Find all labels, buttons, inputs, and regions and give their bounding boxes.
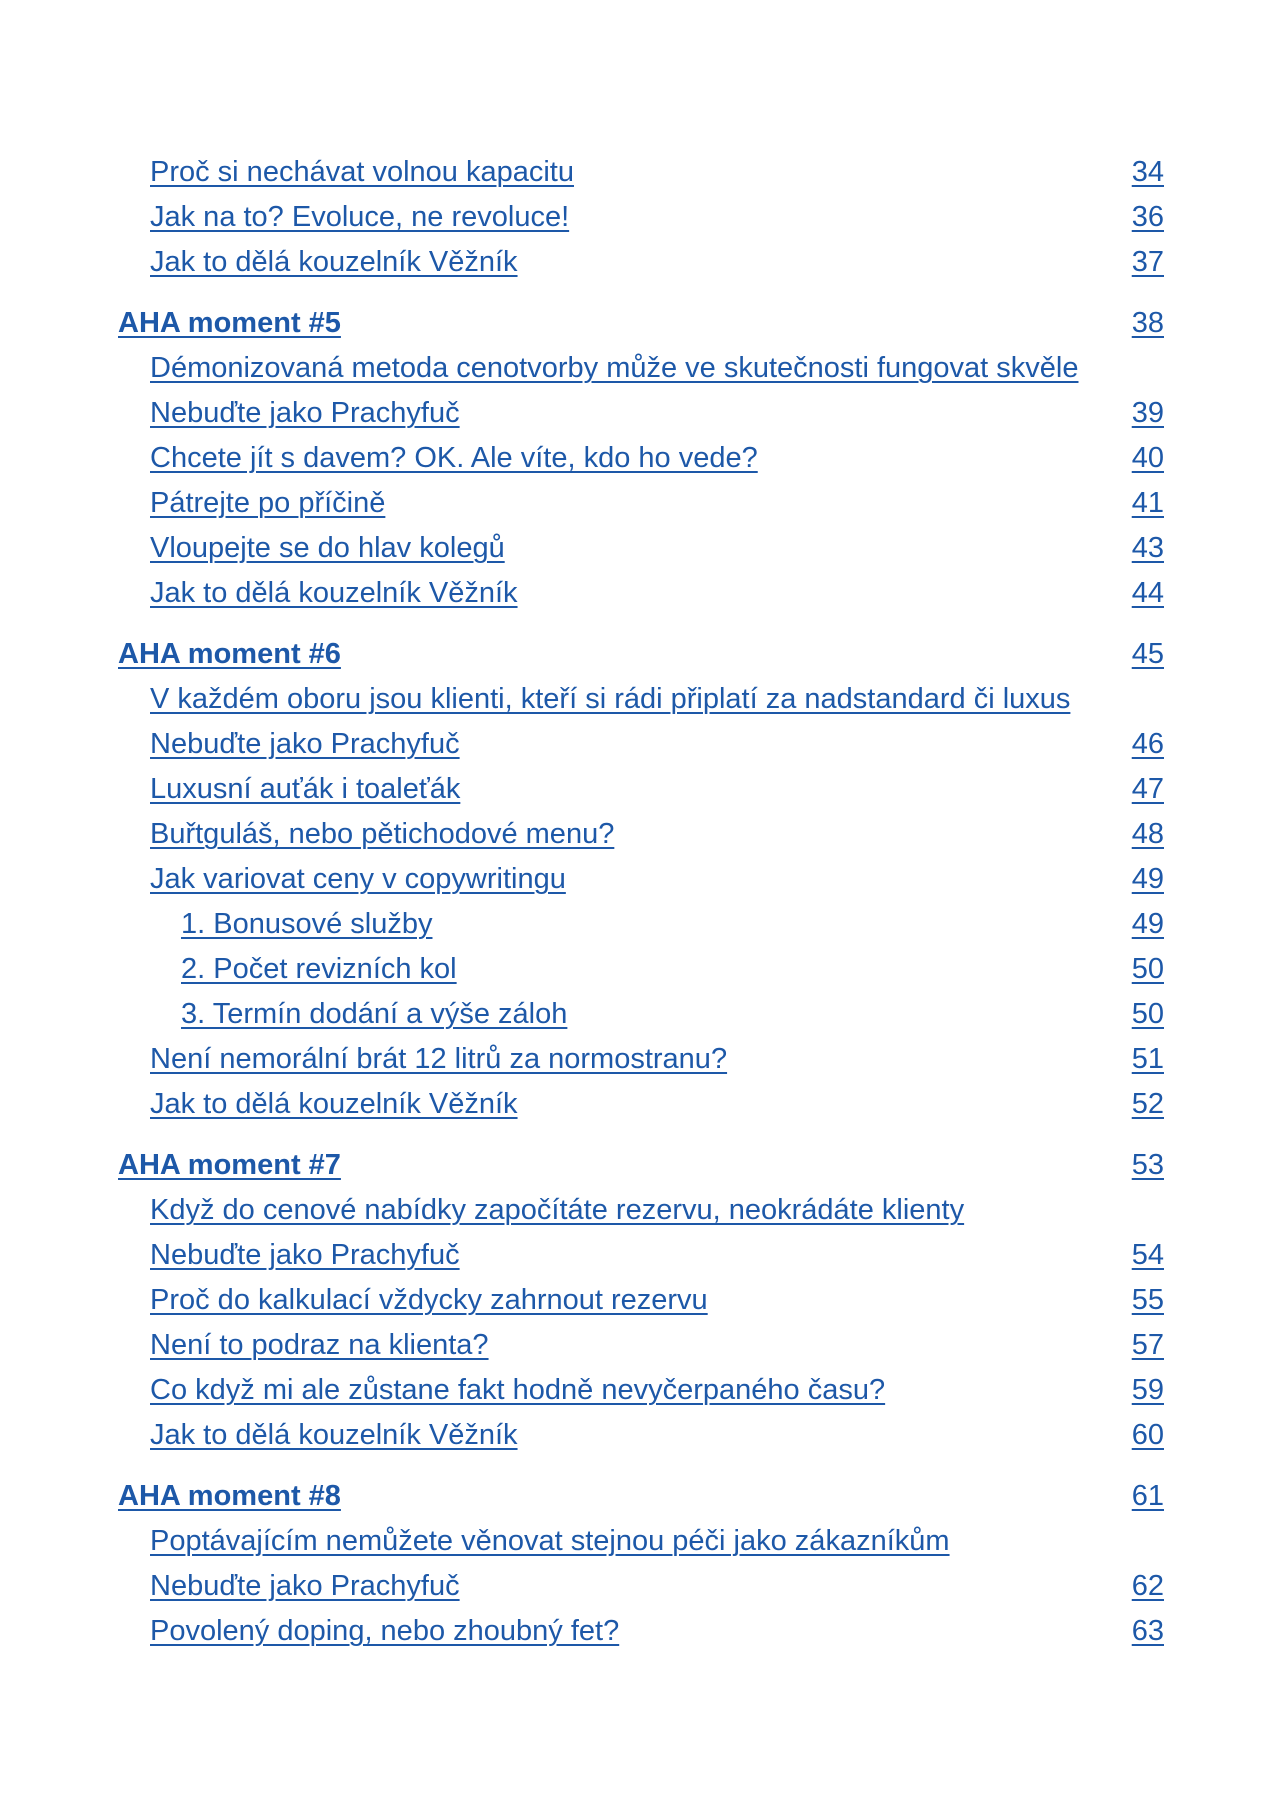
toc-entry-link[interactable]: Buřtguláš, nebo pětichodové menu?	[150, 818, 615, 850]
toc-entry-link[interactable]: Chcete jít s davem? OK. Ale víte, kdo ho vede?	[150, 442, 758, 474]
toc-page-number-link[interactable]: 39	[1131, 397, 1164, 429]
toc-entry-link[interactable]: Co když mi ale zůstane fakt hodně nevyčerpaného času?	[150, 1374, 886, 1406]
toc-entry-link[interactable]: Jak to dělá kouzelník Věžník	[150, 246, 518, 278]
toc-entry-link[interactable]: Nebuďte jako Prachyfuč	[150, 1570, 460, 1602]
toc-entry-link[interactable]: Povolený doping, nebo zhoubný fet?	[150, 1615, 620, 1647]
toc-page-number-link[interactable]: 44	[1131, 577, 1164, 609]
toc-entry-row	[0, 571, 1276, 616]
toc-entry-link[interactable]: V každém oboru jsou klienti, kteří si rádi připlatí za nadstandard či luxus	[150, 683, 1071, 715]
toc-entry-row	[0, 391, 1276, 436]
toc-entry-row	[0, 992, 1276, 1037]
toc-page-number-link[interactable]: 45	[1131, 638, 1164, 670]
toc-page-number-link[interactable]: 53	[1131, 1149, 1164, 1181]
toc-entry-link[interactable]: Vloupejte se do hlav kolegů	[150, 532, 505, 564]
toc-page-number-link[interactable]: 50	[1131, 953, 1164, 985]
toc-chapter-link[interactable]: AHA moment #8	[118, 1480, 341, 1512]
toc-page-number-link[interactable]: 59	[1131, 1374, 1164, 1406]
toc-entry-row	[0, 436, 1276, 481]
toc-page-number-link[interactable]: 48	[1131, 818, 1164, 850]
toc-chapter-row	[0, 632, 1276, 677]
toc-page-number-link[interactable]: 61	[1131, 1480, 1164, 1512]
toc-entry-row	[0, 722, 1276, 767]
toc-page-number-link[interactable]: 54	[1131, 1239, 1164, 1271]
toc-page-number-link[interactable]: 40	[1131, 442, 1164, 474]
toc-page-number-link[interactable]: 38	[1131, 307, 1164, 339]
toc-entry-row	[0, 346, 1276, 391]
toc-entry-row	[0, 1188, 1276, 1233]
toc-entry-row	[0, 240, 1276, 285]
toc-entry-link[interactable]: Nebuďte jako Prachyfuč	[150, 1239, 460, 1271]
toc-chapter-link[interactable]: AHA moment #7	[118, 1149, 341, 1181]
toc-page-number-link[interactable]: 52	[1131, 1088, 1164, 1120]
toc-entry-link[interactable]: Proč si nechávat volnou kapacitu	[150, 156, 574, 188]
toc-entry-row	[0, 1278, 1276, 1323]
toc-entry-link[interactable]: Když do cenové nabídky započítáte rezervu, neokrádáte klienty	[150, 1194, 965, 1226]
toc-entry-row	[0, 195, 1276, 240]
toc-entry-link[interactable]: Poptávajícím nemůžete věnovat stejnou péči jako zákazníkům	[150, 1525, 950, 1557]
toc-page-number-link[interactable]: 34	[1131, 156, 1164, 188]
toc-page-number-link[interactable]: 37	[1131, 246, 1164, 278]
toc-page-number-link[interactable]: 60	[1131, 1419, 1164, 1451]
toc-entry-row	[0, 1323, 1276, 1368]
toc-entry-row	[0, 902, 1276, 947]
toc-entry-link[interactable]: Jak to dělá kouzelník Věžník	[150, 1088, 518, 1120]
toc-page-number-link[interactable]: 36	[1131, 201, 1164, 233]
toc-page-number-link[interactable]: 49	[1131, 863, 1164, 895]
toc-entry-row	[0, 1233, 1276, 1278]
toc-page-number-link[interactable]: 47	[1131, 773, 1164, 805]
toc-entry-row	[0, 150, 1276, 195]
toc-entry-link[interactable]: Pátrejte po příčině	[150, 487, 386, 519]
toc-entry-row	[0, 947, 1276, 992]
toc-page-number-link[interactable]: 46	[1131, 728, 1164, 760]
toc-entry-row	[0, 677, 1276, 722]
toc-chapter-row	[0, 1474, 1276, 1519]
toc-entry-row	[0, 1564, 1276, 1609]
toc-entry-row	[0, 812, 1276, 857]
toc-page-number-link[interactable]: 41	[1131, 487, 1164, 519]
toc-entry-link[interactable]: Proč do kalkulací vždycky zahrnout rezervu	[150, 1284, 708, 1316]
toc-entry-row	[0, 1609, 1276, 1654]
toc-entry-link[interactable]: 2. Počet revizních kol	[181, 953, 457, 985]
toc-page-number-link[interactable]: 43	[1131, 532, 1164, 564]
toc-entry-link[interactable]: Jak to dělá kouzelník Věžník	[150, 1419, 518, 1451]
table-of-contents	[0, 150, 1276, 1654]
toc-page-number-link[interactable]: 63	[1131, 1615, 1164, 1647]
toc-entry-row	[0, 1413, 1276, 1458]
toc-page-number-link[interactable]: 55	[1131, 1284, 1164, 1316]
toc-page-number-link[interactable]: 51	[1131, 1043, 1164, 1075]
toc-page-number-link[interactable]: 62	[1131, 1570, 1164, 1602]
toc-page-number-link[interactable]: 49	[1131, 908, 1164, 940]
toc-chapter-link[interactable]: AHA moment #5	[118, 307, 341, 339]
toc-entry-row	[0, 526, 1276, 571]
toc-entry-link[interactable]: Jak variovat ceny v copywritingu	[150, 863, 566, 895]
toc-page-number-link[interactable]: 50	[1131, 998, 1164, 1030]
toc-entry-link[interactable]: Nebuďte jako Prachyfuč	[150, 397, 460, 429]
toc-entry-row	[0, 1368, 1276, 1413]
toc-entry-link[interactable]: 3. Termín dodání a výše záloh	[181, 998, 568, 1030]
toc-entry-link[interactable]: Není nemorální brát 12 litrů za normostranu?	[150, 1043, 728, 1075]
toc-entry-link[interactable]: Nebuďte jako Prachyfuč	[150, 728, 460, 760]
toc-page-number-link[interactable]: 57	[1131, 1329, 1164, 1361]
toc-entry-link[interactable]: 1. Bonusové služby	[181, 908, 433, 940]
toc-entry-link[interactable]: Démonizovaná metoda cenotvorby může ve skutečnosti fungovat skvěle	[150, 352, 1079, 384]
toc-chapter-row	[0, 1143, 1276, 1188]
toc-entry-link[interactable]: Jak na to? Evoluce, ne revoluce!	[150, 201, 570, 233]
toc-entry-row	[0, 481, 1276, 526]
toc-entry-row	[0, 1037, 1276, 1082]
toc-entry-row	[0, 857, 1276, 902]
toc-chapter-row	[0, 301, 1276, 346]
toc-entry-link[interactable]: Není to podraz na klienta?	[150, 1329, 489, 1361]
toc-entry-link[interactable]: Luxusní auťák i toaleťák	[150, 773, 461, 805]
toc-entry-row	[0, 1082, 1276, 1127]
toc-chapter-link[interactable]: AHA moment #6	[118, 638, 341, 670]
toc-entry-row	[0, 1519, 1276, 1564]
toc-entry-row	[0, 767, 1276, 812]
toc-entry-link[interactable]: Jak to dělá kouzelník Věžník	[150, 577, 518, 609]
